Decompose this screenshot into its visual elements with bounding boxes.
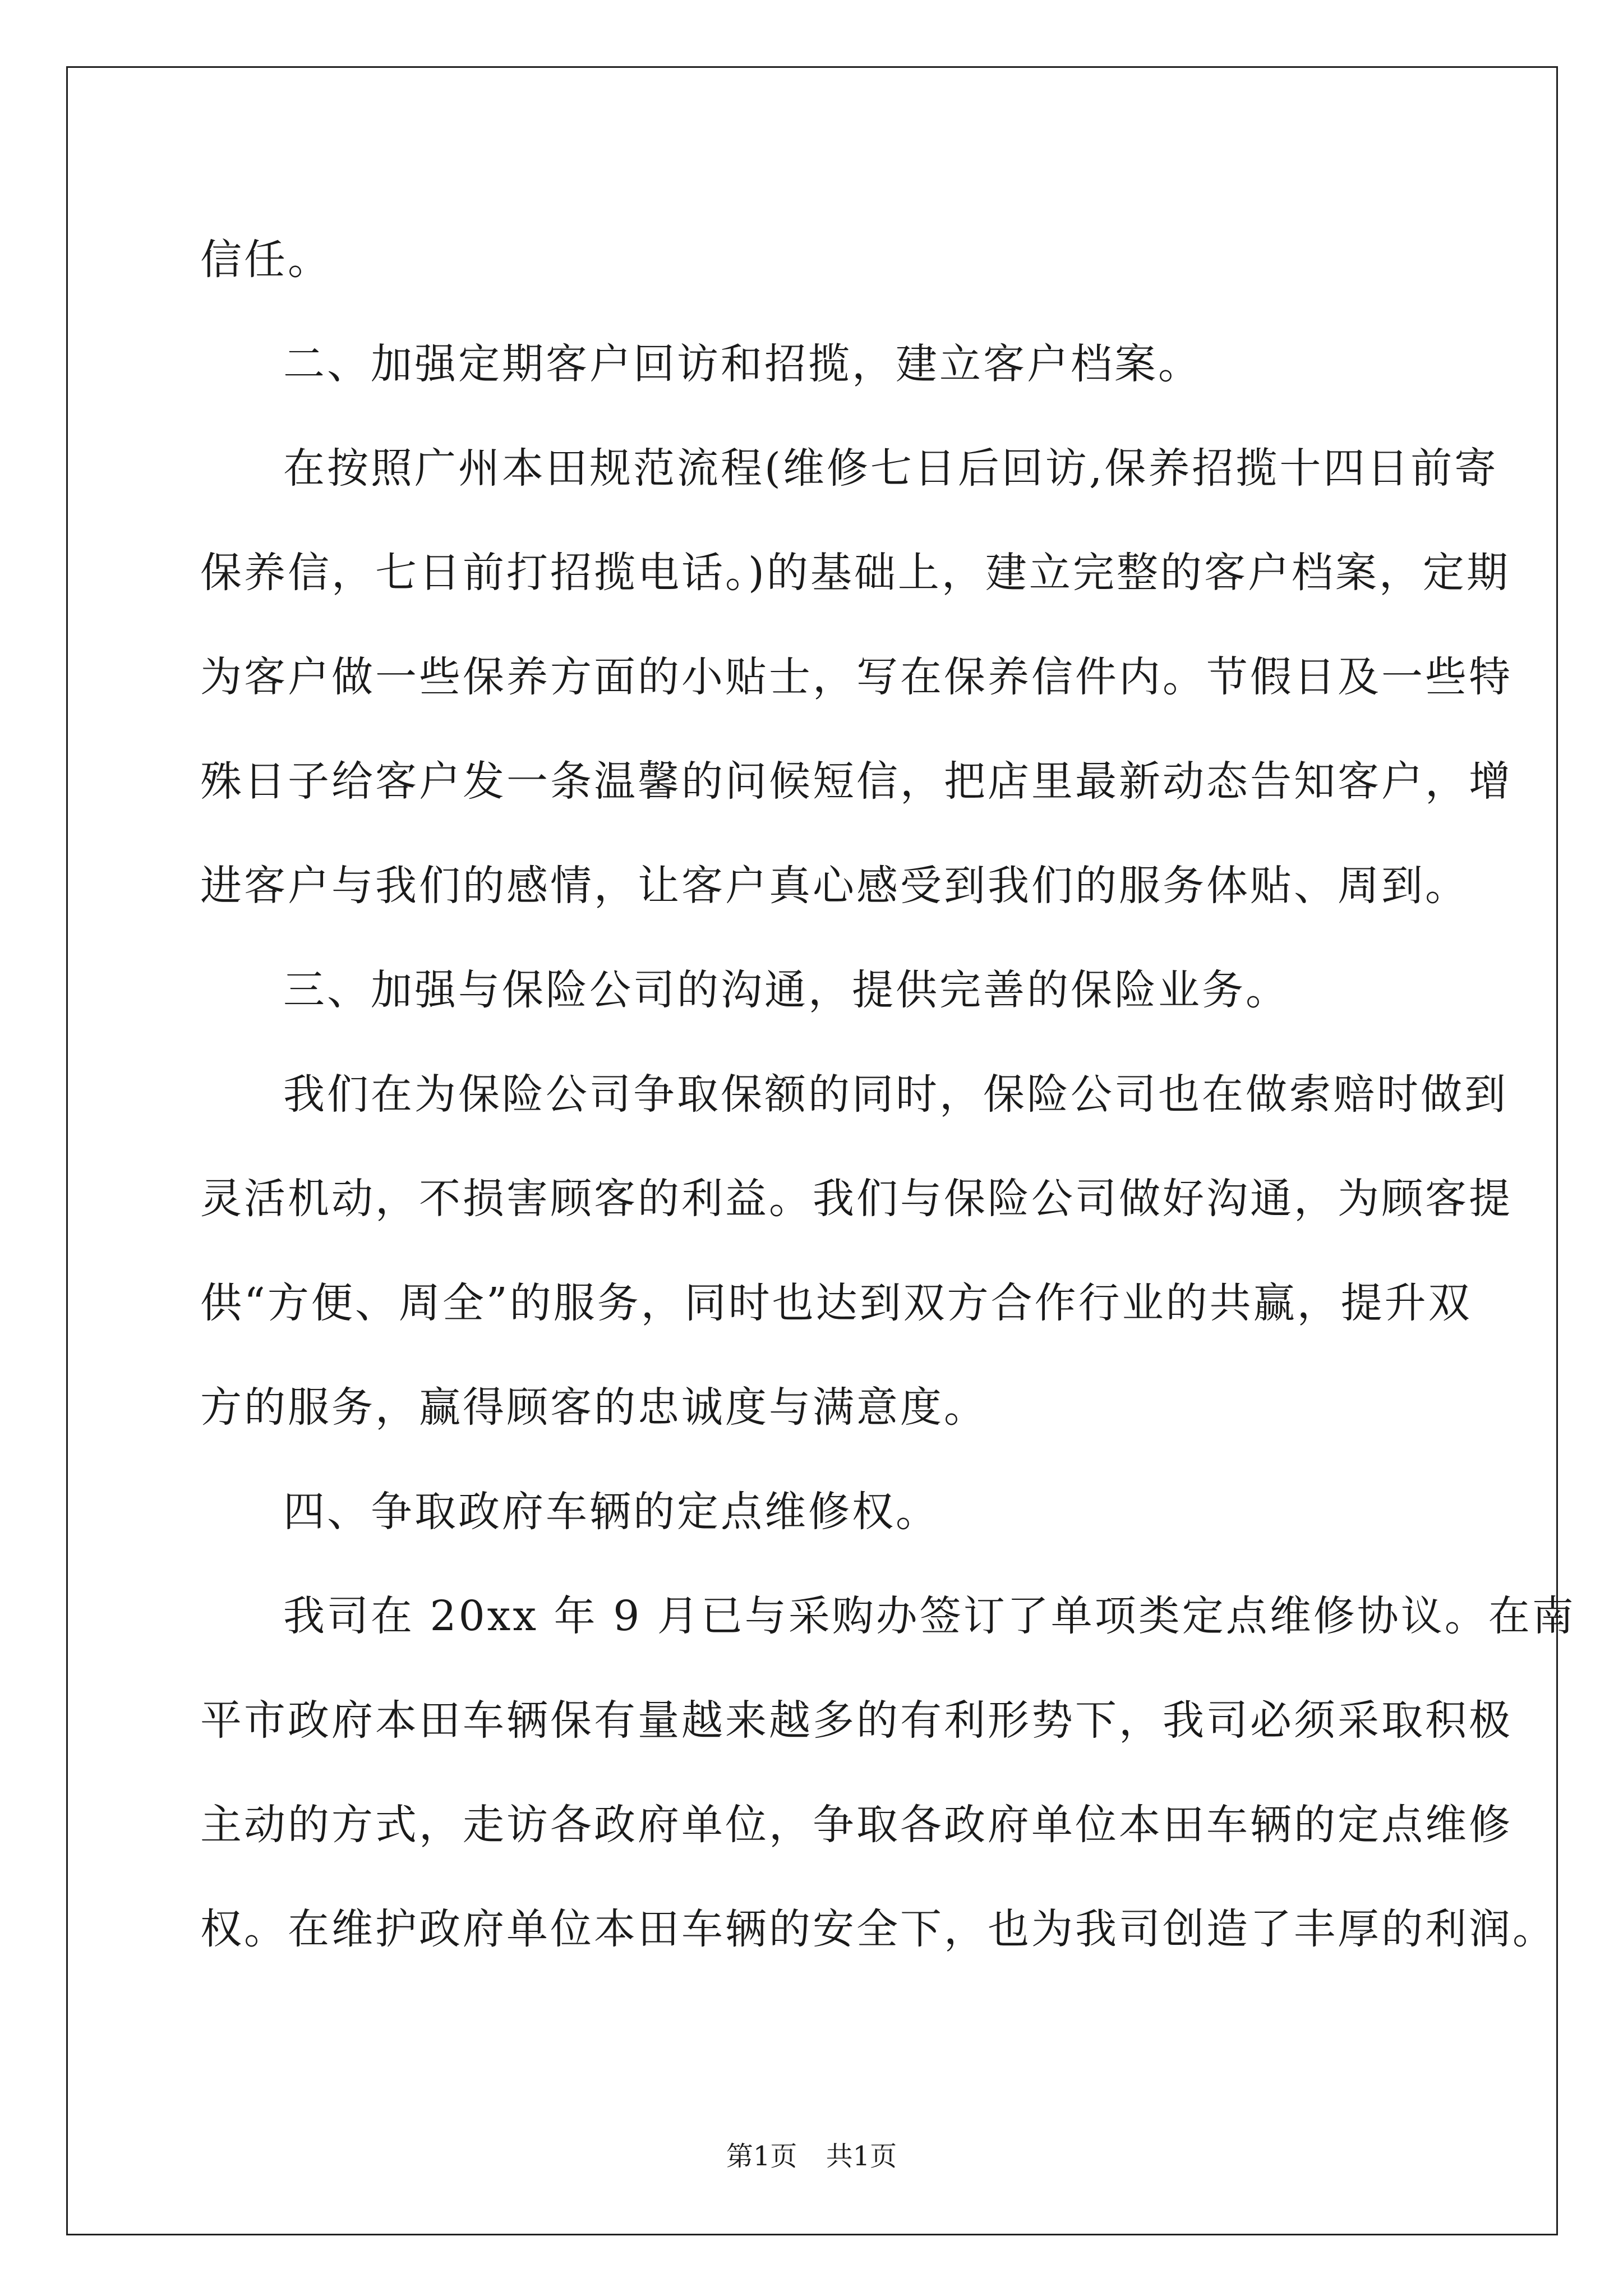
page-footer <box>0 2134 1623 2173</box>
section-heading-3: 三、加强与保险公司的沟通，提供完善的保险业务。 <box>283 966 1289 1014</box>
text-line-15: 平市政府本田车辆保有量越来越多的有利形势下，我司必须采取积极 <box>200 1696 1513 1745</box>
text-line-7: 进客户与我们的感情，让客户真心感受到我们的服务体贴、周到。 <box>200 862 1469 910</box>
section-heading-4: 四、争取政府车辆的定点维修权。 <box>283 1488 939 1536</box>
text-line-3: 在按照广州本田规范流程(维修七日后回访,保养招揽十四日前寄 <box>283 444 1498 493</box>
section-heading-2: 二、加强定期客户回访和招揽，建立客户档案。 <box>283 340 1202 388</box>
text-line-11: 供“方便、周全”的服务，同时也达到双方合作行业的共赢，提升双 <box>200 1279 1472 1327</box>
text-line-14: 我司在 20xx 年 9 月已与采购办签订了单项类定点维修协议。在南 <box>283 1592 1576 1640</box>
text-line-10: 灵活机动，不损害顾客的利益。我们与保险公司做好沟通，为顾客提 <box>200 1175 1513 1223</box>
text-line-6: 殊日子给客户发一条温馨的问候短信，把店里最新动态告知客户，增 <box>200 757 1513 806</box>
text-line-4: 保养信，七日前打招揽电话。)的基础上，建立完整的客户档案，定期 <box>200 549 1510 597</box>
text-line-12: 方的服务，赢得顾客的忠诚度与满意度。 <box>200 1383 988 1432</box>
text-line-5: 为客户做一些保养方面的小贴士，写在保养信件内。节假日及一些特 <box>200 653 1513 701</box>
text-line-9: 我们在为保险公司争取保额的同时，保险公司也在做索赔时做到 <box>283 1070 1508 1119</box>
text-line-17: 权。在维护政府单位本田车辆的安全下，也为我司创造了丰厚的利润。 <box>200 1905 1556 1953</box>
page-number: 第1页 <box>726 2141 797 2172</box>
document-body <box>200 208 1576 1981</box>
page-total: 共1页 <box>826 2141 897 2172</box>
text-line-16: 主动的方式，走访各政府单位，争取各政府单位本田车辆的定点维修 <box>200 1801 1513 1849</box>
text-line-1: 信任。 <box>200 236 331 284</box>
